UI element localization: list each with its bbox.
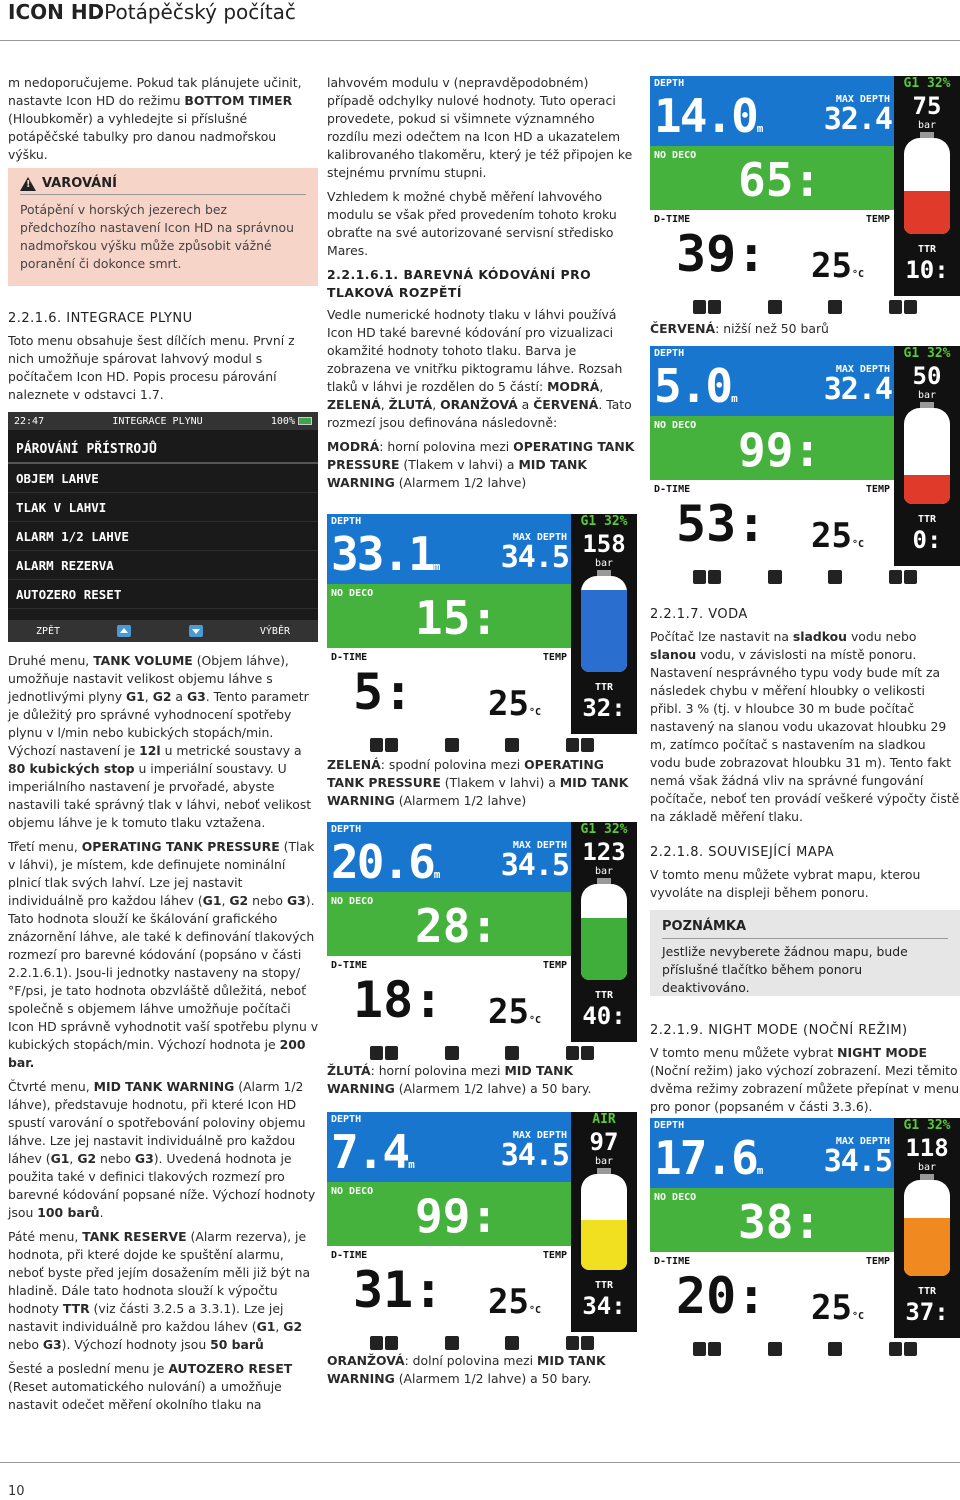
temp-label: TEMP xyxy=(542,1250,567,1261)
compass-icon[interactable] xyxy=(370,1046,398,1060)
time-temp-panel xyxy=(650,480,894,566)
paragraph: Šesté a poslední menu je AUTOZERO RESET (Reset automatického nulování) a umožňuje nastavit odečet měření okolního tlaku na xyxy=(8,1361,293,1412)
temp-value: 25°C xyxy=(488,992,541,1032)
max-depth-label: MAX DEPTH xyxy=(512,1130,567,1141)
depth-value: 5.0m xyxy=(654,359,738,413)
paragraph: Druhé menu, TANK VOLUME (Objem láhve), umožňuje nastavit velikost objemu láhve s jednotlivými plyny G1, G2 a G3. Tento parametr je důležitý pro správné vyhodnocení spotřeby plynu v l/min nebo kubických stopách/min. Výchozí nastavení je 12l u metrické soustavy a 80 kubických stop u imperiální soustavy. U imperiálního nastavení je prvořadé, abyste nastavili také správný tlak v láhvi, neboť velikost objemu láhve je k tomuto tlaku vztažena. xyxy=(8,653,312,830)
dive-screen-red-50 xyxy=(650,346,960,586)
menu-time: 22:47 xyxy=(14,415,45,427)
plus-icon[interactable] xyxy=(505,1336,519,1350)
header-title: Potápěčský počítač xyxy=(104,0,296,24)
gas-switch-icon[interactable] xyxy=(445,1046,459,1060)
depth-label: DEPTH xyxy=(331,824,362,835)
map-icon[interactable] xyxy=(889,300,917,314)
time-temp-panel xyxy=(327,648,571,734)
temp-label: TEMP xyxy=(865,484,890,495)
page-header xyxy=(8,0,296,24)
tank-fill xyxy=(581,590,627,672)
tank-icon xyxy=(581,576,627,672)
tank-fill xyxy=(904,191,950,234)
column-left-lower xyxy=(8,652,320,1420)
depth-panel xyxy=(650,346,894,416)
section-gas-integration xyxy=(8,310,318,410)
no-deco-value: 99: xyxy=(415,1189,499,1243)
tank-fill xyxy=(904,1218,950,1276)
gas-mix: G1 32% xyxy=(580,514,628,529)
caption-yellow: ŽLUTÁ: horní polovina mezi MID TANK WARNING (Alarmem 1/2 lahve) a 50 bary. xyxy=(327,1063,592,1096)
bar-unit: bar xyxy=(594,1156,614,1167)
no-deco-value: 38: xyxy=(738,1195,822,1249)
section-heading: 2.2.1.6.1. BAREVNÁ KÓDOVÁNÍ PRO TLAKOVÁ ROZPĚTÍ xyxy=(327,267,592,300)
compass-icon[interactable] xyxy=(370,738,398,752)
up-arrow-icon[interactable] xyxy=(117,625,131,637)
softkey-icon-row xyxy=(650,298,960,316)
no-deco-value: 28: xyxy=(415,899,499,953)
max-depth-value: 32.4 xyxy=(823,372,892,407)
dive-time-value: 39: xyxy=(676,225,767,283)
menu-screen xyxy=(8,412,318,642)
dive-time-label: D-TIME xyxy=(331,1250,368,1261)
depth-label: DEPTH xyxy=(331,516,362,527)
depth-panel xyxy=(327,1112,571,1182)
menu-softkey-bar xyxy=(8,620,318,642)
gas-switch-icon[interactable] xyxy=(768,570,782,584)
map-icon[interactable] xyxy=(889,1342,917,1356)
tank-pressure-value: 123 xyxy=(582,838,626,866)
tank-pressure-value: 50 xyxy=(912,362,942,390)
softkey-icon-row xyxy=(650,1340,960,1358)
battery-indicator: 100% xyxy=(271,416,312,427)
temp-value: 25°C xyxy=(488,684,541,724)
header-divider xyxy=(0,40,960,41)
gas-mix: G1 32% xyxy=(903,1118,951,1133)
paragraph: Vzhledem k možné chybě měření lahvového modulu se však před provedením tohoto kroku obraťte na své autorizované servisní středisko Mares. xyxy=(327,189,617,258)
ttr-value: 37: xyxy=(905,1298,949,1326)
section-night-mode xyxy=(650,1022,960,1122)
paragraph: Třetí menu, OPERATING TANK PRESSURE (Tlak v láhvi), je místem, kde definujete nominální plnicí tlak svých lahví. Lze jej nastavit individuálně pro každou láhev (G1, G2 nebo G3). Tato hodnota slouží ke škálování grafického znázornění láhve, ale také k definování tlakových rozmezí pro barevné kódování (popsáno v části 2.2.1.6.1). Jsou-li jednotky nastaveny na stopy/°F/psi, je tato hodnota obzvláště důležitá, neboť společně s objemem láhve umožňuje počítači Icon HD správně vyhodnotit vaší spotřebu plynu v kubických stopách/min. Výchozí hodnota je 200 bar. xyxy=(8,839,319,1070)
down-arrow-icon[interactable] xyxy=(189,625,203,637)
caption-orange: ORANŽOVÁ: dolní polovina mezi MID TANK WARNING (Alarmem 1/2 lahve) a 50 bary. xyxy=(327,1353,606,1386)
warning-triangle-icon xyxy=(20,177,36,191)
depth-panel xyxy=(650,1118,894,1188)
no-deco-label: NO DECO xyxy=(331,1186,374,1197)
section-water xyxy=(650,606,960,832)
no-deco-panel xyxy=(327,584,571,648)
dive-time-label: D-TIME xyxy=(654,214,691,225)
tank-icon xyxy=(904,1180,950,1276)
footer-divider xyxy=(0,1462,960,1463)
time-temp-panel xyxy=(650,210,894,296)
page-number: 10 xyxy=(8,1484,25,1499)
bar-unit: bar xyxy=(594,558,614,569)
no-deco-panel xyxy=(327,892,571,956)
plus-icon[interactable] xyxy=(828,300,842,314)
compass-icon[interactable] xyxy=(693,1342,721,1356)
section-map xyxy=(650,844,960,908)
gas-panel xyxy=(571,514,637,734)
no-deco-value: 99: xyxy=(738,423,822,477)
bar-unit: bar xyxy=(917,390,937,401)
map-icon[interactable] xyxy=(889,570,917,584)
time-temp-panel xyxy=(327,956,571,1042)
paragraph: V tomto menu můžete vybrat NIGHT MODE (Noční režim) jako výchozí zobrazení. Mezi těmito dvěma režimy zobrazení můžete přepínat v menu pro ponor (popsaném v části 3.3.6). xyxy=(650,1045,960,1114)
caption-green-block xyxy=(327,756,637,816)
no-deco-label: NO DECO xyxy=(654,1192,697,1203)
max-depth-label: MAX DEPTH xyxy=(512,532,567,543)
gas-mix: G1 32% xyxy=(903,346,951,361)
caption-orange-block xyxy=(327,1352,637,1394)
no-deco-label: NO DECO xyxy=(331,588,374,599)
max-depth-value: 34.5 xyxy=(823,1144,892,1179)
time-temp-panel xyxy=(327,1246,571,1332)
ttr-value: 10: xyxy=(905,256,949,284)
dive-time-label: D-TIME xyxy=(654,1256,691,1267)
ttr-value: 40: xyxy=(582,1002,626,1030)
no-deco-value: 65: xyxy=(738,153,822,207)
caption-red-block xyxy=(650,320,960,344)
bar-unit: bar xyxy=(917,120,937,131)
depth-label: DEPTH xyxy=(654,78,685,89)
max-depth-label: MAX DEPTH xyxy=(835,1136,890,1147)
temp-label: TEMP xyxy=(542,960,567,971)
note-text: Jestliže nevyberete žádnou mapu, bude příslušné tlačítko během ponoru deaktivováno. xyxy=(662,944,908,995)
dive-screen-green xyxy=(327,822,637,1062)
paragraph: Toto menu obsahuje šest dílčích menu. První z nich umožňuje spárovat lahvový modul s počítačem Icon HD. Popis procesu párování naleznete v odstavci 1.7. xyxy=(8,333,295,402)
paragraph: Čtvrté menu, MID TANK WARNING (Alarm 1/2 láhve), představuje hodnotu, při které Icon HD spustí varování o spotřebování poloviny objemu láhve. Lze jej nastavit individuálně pro každou láhev (G1, G2 nebo G3). Uvedená hodnota je použita také v definici tlakových rozmezí pro barevné kódování popsané níže. Výchozí hodnoty jsou 100 barů. xyxy=(8,1079,316,1220)
ttr-label: TTR xyxy=(594,682,614,693)
gas-panel xyxy=(571,822,637,1042)
menu-item-tank-pressure[interactable]: TLAK V LAHVI xyxy=(8,493,318,522)
brand-name: ICON HD xyxy=(8,0,105,24)
ttr-label: TTR xyxy=(917,514,937,525)
depth-label: DEPTH xyxy=(331,1114,362,1125)
section-heading: 2.2.1.7. VODA xyxy=(650,607,748,622)
menu-item-reserve-alarm[interactable]: ALARM REZERVA xyxy=(8,551,318,580)
no-deco-panel xyxy=(650,1188,894,1252)
bar-unit: bar xyxy=(594,866,614,877)
paragraph: lahvovém modulu v (nepravděpodobném) případě odchylky nulové hodnoty. Tuto operaci provedete, pokud si všimnete významného rozdílu mezi odečtem na Icon HD a ukazatelem kalibrovaného tlakoměru, který je též připojen ke stejnému prvnímu stupni. xyxy=(327,75,633,180)
tank-fill xyxy=(904,475,950,504)
dive-time-label: D-TIME xyxy=(654,484,691,495)
tank-fill xyxy=(581,918,627,980)
temp-value: 25°C xyxy=(811,246,864,286)
ttr-value: 32: xyxy=(582,694,626,722)
max-depth-value: 34.5 xyxy=(500,1138,569,1173)
menu-status-bar xyxy=(8,412,318,430)
plus-icon[interactable] xyxy=(505,738,519,752)
tank-pressure-value: 75 xyxy=(912,92,942,120)
warning-title: ! VAROVÁNÍ xyxy=(20,176,306,195)
dive-time-value: 31: xyxy=(353,1261,444,1319)
no-deco-panel xyxy=(650,146,894,210)
plus-icon[interactable] xyxy=(828,1342,842,1356)
section-heading: 2.2.1.9. NIGHT MODE (NOČNÍ REŽIM) xyxy=(650,1023,908,1038)
back-button[interactable]: ZPĚT xyxy=(36,625,61,637)
gas-switch-icon[interactable] xyxy=(445,738,459,752)
plus-icon[interactable] xyxy=(505,1046,519,1060)
dive-time-label: D-TIME xyxy=(331,960,368,971)
note-box xyxy=(650,910,960,996)
gas-mix: AIR xyxy=(592,1112,616,1127)
dive-screen-orange xyxy=(650,1118,960,1358)
max-depth-label: MAX DEPTH xyxy=(835,364,890,375)
map-icon[interactable] xyxy=(566,1046,594,1060)
max-depth-value: 34.5 xyxy=(500,848,569,883)
depth-value: 33.1m xyxy=(331,527,441,581)
depth-value: 17.6m xyxy=(654,1131,764,1185)
gas-panel xyxy=(894,1118,960,1338)
warning-box xyxy=(8,168,318,286)
menu-item-tank-volume[interactable]: OBJEM LAHVE xyxy=(8,464,318,493)
dive-screen-red-75 xyxy=(650,76,960,316)
battery-icon xyxy=(298,417,312,425)
note-title: POZNÁMKA xyxy=(662,918,948,939)
dive-time-value: 18: xyxy=(353,971,444,1029)
compass-icon[interactable] xyxy=(370,1336,398,1350)
temp-label: TEMP xyxy=(865,1256,890,1267)
caption-yellow-block xyxy=(327,1062,637,1104)
depth-panel xyxy=(650,76,894,146)
caption-red: ČERVENÁ: nižší než 50 barů xyxy=(650,321,829,336)
temp-label: TEMP xyxy=(542,652,567,663)
map-icon[interactable] xyxy=(566,738,594,752)
menu-item-mid-tank-alarm[interactable]: ALARM 1/2 LAHVE xyxy=(8,522,318,551)
max-depth-value: 34.5 xyxy=(500,540,569,575)
no-deco-label: NO DECO xyxy=(331,896,374,907)
dive-time-value: 20: xyxy=(676,1267,767,1325)
tank-icon xyxy=(904,138,950,234)
compass-icon[interactable] xyxy=(693,570,721,584)
dive-time-label: D-TIME xyxy=(331,652,368,663)
softkey-icon-row xyxy=(327,1334,637,1352)
no-deco-value: 15: xyxy=(415,591,499,645)
tank-fill xyxy=(581,1220,627,1270)
section-heading: 2.2.1.8. SOUVISEJÍCÍ MAPA xyxy=(650,845,835,860)
gas-panel xyxy=(571,1112,637,1332)
compass-icon[interactable] xyxy=(693,300,721,314)
column-middle xyxy=(327,74,637,498)
ttr-label: TTR xyxy=(594,990,614,1001)
gas-mix: G1 32% xyxy=(903,76,951,91)
plus-icon[interactable] xyxy=(828,570,842,584)
menu-item-autozero-reset[interactable]: AUTOZERO RESET xyxy=(8,580,318,609)
depth-panel xyxy=(327,822,571,892)
dive-time-value: 5: xyxy=(353,663,414,721)
gas-switch-icon[interactable] xyxy=(768,300,782,314)
gas-panel xyxy=(894,76,960,296)
warning-text: Potápění v horských jezerech bez předchozího nastavení Icon HD na správnou nadmořskou výšku může způsobit vážné poranění či dokonce smrt. xyxy=(20,202,294,271)
gas-switch-icon[interactable] xyxy=(445,1336,459,1350)
softkey-icon-row xyxy=(650,568,960,586)
ttr-value: 0: xyxy=(912,526,942,554)
tank-icon xyxy=(581,1174,627,1270)
depth-value: 7.4m xyxy=(331,1125,415,1179)
depth-panel xyxy=(327,514,571,584)
map-icon[interactable] xyxy=(566,1336,594,1350)
paragraph: Páté menu, TANK RESERVE (Alarm rezerva), je hodnota, při které dojde ke spuštění alarmu, neboť byste před jejím dosažením měli již být na hladině. Dále tato hodnota slouží k výpočtu hodnoty TTR (viz části 3.2.5 a 3.3.1). Lze jej nastavit individuálně pro každou láhev (G1, G2 nebo G3). Výchozí hodnoty jsou 50 barů xyxy=(8,1229,311,1352)
temp-value: 25°C xyxy=(811,516,864,556)
time-temp-panel xyxy=(650,1252,894,1338)
ttr-label: TTR xyxy=(917,244,937,255)
tank-pressure-value: 158 xyxy=(582,530,626,558)
section-heading: 2.2.1.6. INTEGRACE PLYNU xyxy=(8,311,193,326)
softkey-icon-row xyxy=(327,1044,637,1062)
tank-icon xyxy=(581,884,627,980)
temp-value: 25°C xyxy=(488,1282,541,1322)
dive-time-value: 53: xyxy=(676,495,767,553)
max-depth-label: MAX DEPTH xyxy=(835,94,890,105)
paragraph: Vedle numerické hodnoty tlaku v láhvi používá Icon HD také barevné kódování pro vizualizaci okamžité hodnoty tohoto tlaku. Barva je zobrazena ve vnitřku piktogramu láhve. Rozsah tlaků v láhvi je rozdělen do 5 částí: MODRÁ, ZELENÁ, ŽLUTÁ, ORANŽOVÁ a ČERVENÁ. Tato rozmezí jsou definována následovně: xyxy=(327,307,632,430)
menu-header: INTEGRACE PLYNU xyxy=(112,415,203,427)
depth-value: 14.0m xyxy=(654,89,764,143)
select-button[interactable]: VÝBĚR xyxy=(259,625,290,637)
caption-green: ZELENÁ: spodní polovina mezi OPERATING TANK PRESSURE (Tlakem v lahvi) a MID TANK WARNING (Alarmem 1/2 lahve) xyxy=(327,757,629,808)
paragraph: V tomto menu můžete vybrat mapu, kterou vyvoláte na displeji během ponoru. xyxy=(650,867,921,900)
ttr-label: TTR xyxy=(917,1286,937,1297)
softkey-icon-row xyxy=(327,736,637,754)
no-deco-panel xyxy=(650,416,894,480)
temp-label: TEMP xyxy=(865,214,890,225)
ttr-label: TTR xyxy=(594,1280,614,1291)
menu-item-pairing[interactable]: PÁROVÁNÍ PŘÍSTROJŮ xyxy=(8,430,318,464)
gas-mix: G1 32% xyxy=(580,822,628,837)
dive-screen-yellow xyxy=(327,1112,637,1352)
paragraph: Počítač lze nastavit na sladkou vodu nebo slanou vodu, v závislosti na místě ponoru. Nastavení nesprávného typu vody bude mít za následek chybu v měření hloubky o velikosti přibl. 3 % (tj. v hloubce 30 m bude počítač nastavený na slanou vodu ukazovat hloubku 29 m, zatímco počítač s nastavením na sladkou vodu bude zobrazovat hloubku 31 m). Tento fakt nemá však žádná vliv na správné fungování počítače, neboť ten provádí veškeré výpočty čistě na základě měření tlaku. xyxy=(650,629,960,824)
tank-icon xyxy=(904,408,950,504)
depth-value: 20.6m xyxy=(331,835,441,889)
no-deco-panel xyxy=(327,1182,571,1246)
ttr-value: 34: xyxy=(582,1292,626,1320)
gas-panel xyxy=(894,346,960,566)
tank-pressure-value: 97 xyxy=(589,1128,619,1156)
gas-switch-icon[interactable] xyxy=(768,1342,782,1356)
no-deco-label: NO DECO xyxy=(654,150,697,161)
depth-label: DEPTH xyxy=(654,1120,685,1131)
paragraph: m nedoporučujeme. Pokud tak plánujete učinit, nastavte Icon HD do režimu BOTTOM TIMER (Hloubkoměr) a vyhledejte si příslušné potápěčské tabulky pro danou nadmořskou výšku. xyxy=(8,75,302,162)
max-depth-value: 32.4 xyxy=(823,102,892,137)
caption-blue: MODRÁ: horní polovina mezi OPERATING TANK PRESSURE (Tlakem v lahvi) a MID TANK WARNING (Alarmem 1/2 lahve) xyxy=(327,439,635,490)
dive-screen-blue xyxy=(327,514,637,754)
column-left xyxy=(8,74,318,170)
depth-label: DEPTH xyxy=(654,348,685,359)
bar-unit: bar xyxy=(917,1162,937,1173)
max-depth-label: MAX DEPTH xyxy=(512,840,567,851)
no-deco-label: NO DECO xyxy=(654,420,697,431)
tank-pressure-value: 118 xyxy=(905,1134,949,1162)
temp-value: 25°C xyxy=(811,1288,864,1328)
